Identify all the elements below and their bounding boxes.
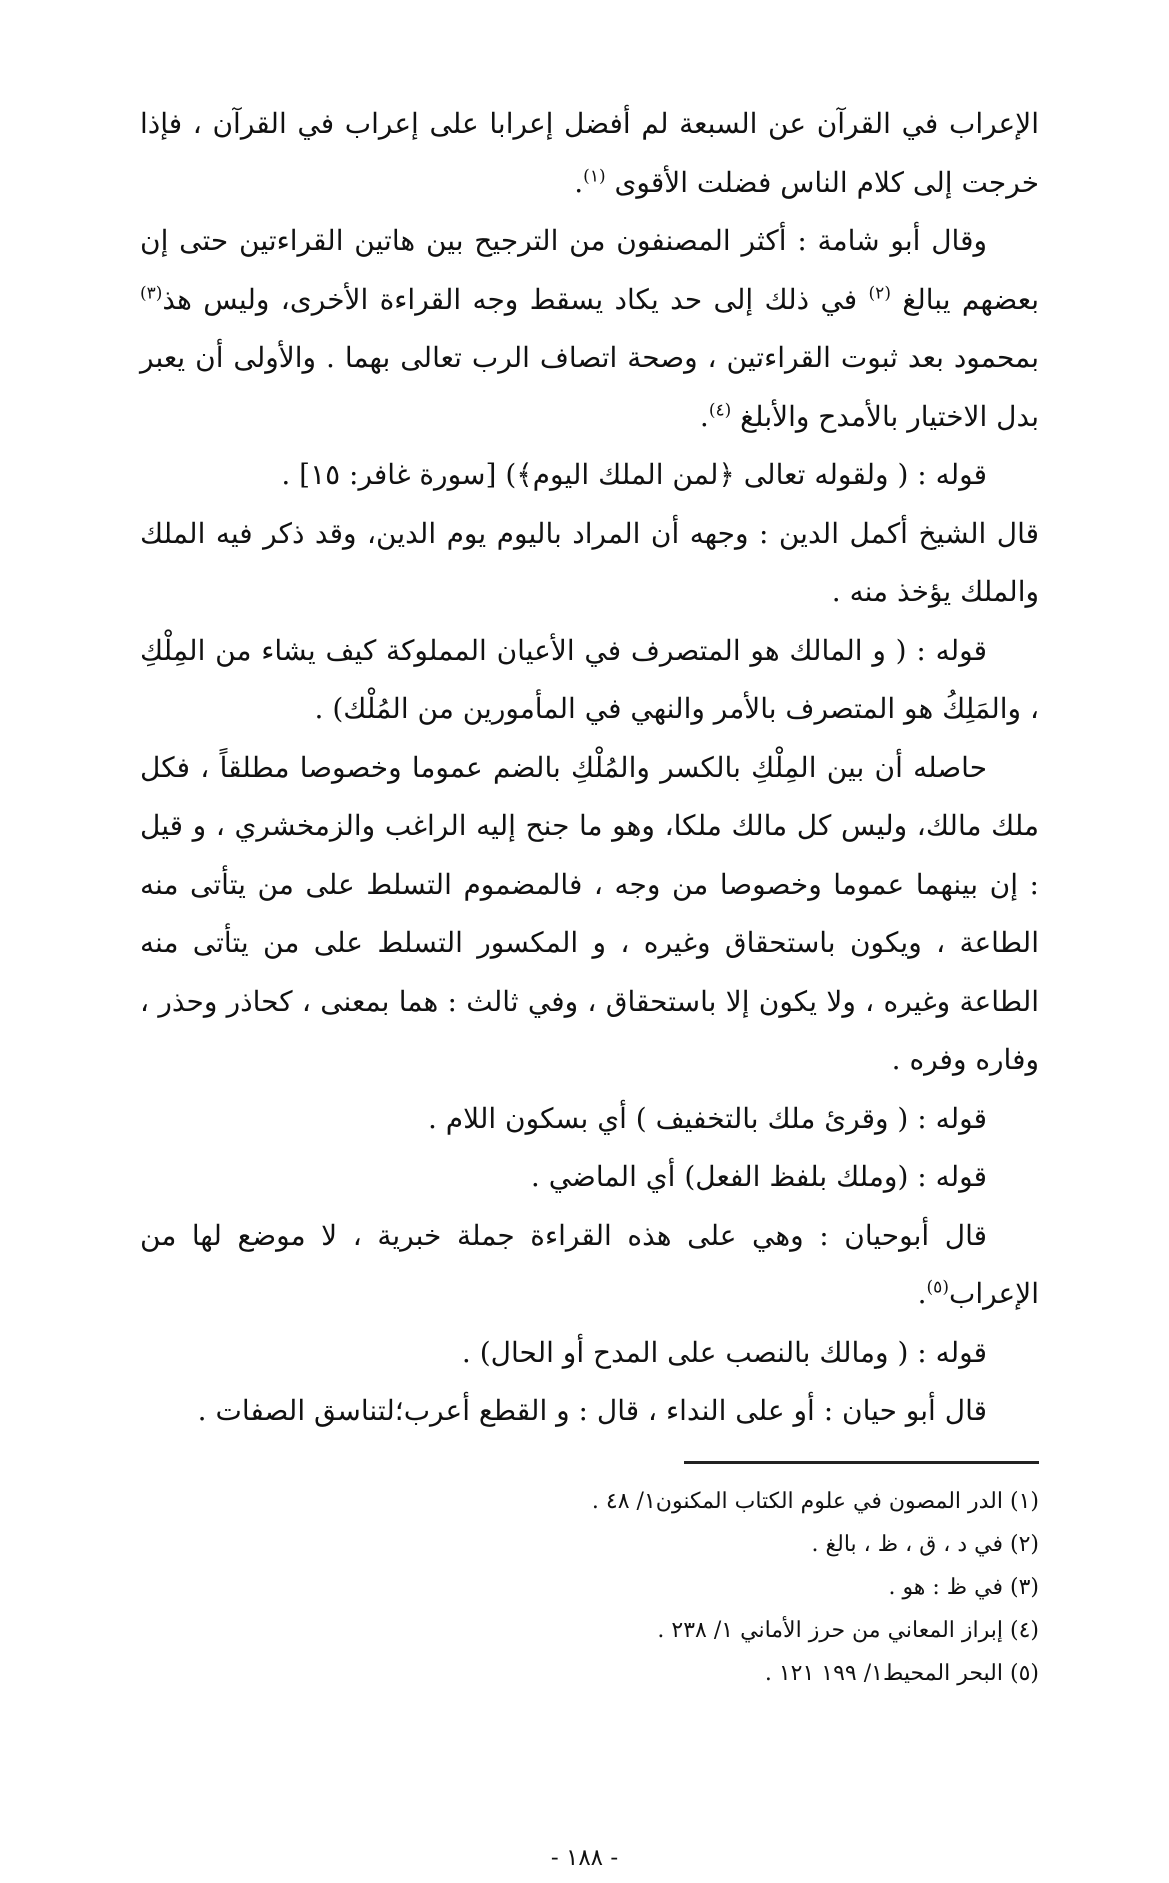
paragraph-1: الإعراب في القرآن عن السبعة لم أفضل إعرابا على إعراب في القرآن ، فإذا خرجت إلى كلام الناس فضلت الأقوى $^{(١)}$. [140, 107, 1039, 199]
paragraph-7: قوله : ( وقرئ ملك بالتخفيف ) أي بسكون اللام . [427, 1101, 987, 1135]
paragraph-6: حاصله أن بين المِلْكِ بالكسر والمُلْكِ بالضم عموما وخصوصا مطلقاً ، فكل ملك مالك، وليس كل مالك ملكا، وهو ما جنح إليه الراغب والزمخشري ، و قيل : إن بينهما عموما وخصوصا من وجه ، فالمضموم التسلط على من يتأتى منه الطاعة ، ويكون باستحقاق وغيره ، و المكسور التسلط على من يتأتى منه الطاعة وغيره ، ولا يكون إلا باستحقاق ، وفي ثالث : هما بمعنى ، كحاذر وحذر ، وفاره وفره . [140, 750, 1039, 1076]
footnote-ref[interactable]: (٤) [708, 400, 732, 421]
footnote-ref[interactable]: (٣) [140, 283, 163, 304]
paragraph-5: قوله : ( و المالك هو المتصرف في الأعيان المملوكة كيف يشاء من المِلْكِ ، والمَلِكُ هو المتصرف بالأمر والنهي في المأمورين من المُلْك) . [140, 633, 1039, 725]
paragraph-2: وقال أبو شامة : أكثر المصنفون من الترجيح بين هاتين القراءتين حتى إن بعضهم يبالغ $^{(٢)}$ في ذلك إلى حد يكاد يسقط وجه القراءة الأخرى، وليس هذ$^{(٣)}$ بمحمود بعد ثبوت القراءتين ، وصحة اتصاف الرب تعالى بهما . والأولى أن يعبر بدل الاختيار بالأمدح والأبلغ $^{(٤)}$. [140, 224, 1039, 433]
footnote-4: (٤) إبراز المعاني من حرز الأماني ١/ ٢٣٨ . [657, 1618, 1039, 1643]
footnote-5: (٥) البحر المحيط١/ ١٩٩ ١٢١ . [764, 1661, 1039, 1686]
paragraph-8: قوله : (وملك بلفظ الفعل) أي الماضي . [530, 1160, 987, 1193]
footnote-ref[interactable]: (٥) [926, 1277, 949, 1298]
main-text [140, 95, 1039, 1441]
paragraph-4: قال الشيخ أكمل الدين : وجهه أن المراد باليوم يوم الدين، وقد ذكر فيه الملك والملك يؤخذ منه . [140, 516, 1039, 608]
footnote-2: (٢) في د ، ق ، ظ ، بالغ . [811, 1532, 1039, 1557]
footnote-ref[interactable]: (٢) [868, 283, 891, 304]
page-number: - ١٨٨ - [550, 1845, 619, 1871]
paragraph-9: قال أبوحيان : وهي على هذه القراءة جملة خبرية ، لا موضع لها من الإعراب$^{(٥)}$. [140, 1218, 1039, 1310]
footnote-divider [684, 1461, 1039, 1464]
paragraph-10: قوله : ( ومالك بالنصب على المدح أو الحال) . [461, 1335, 987, 1369]
footnote-ref[interactable]: (١) [583, 166, 606, 187]
paragraph-11: قال أبو حيان : أو على النداء ، قال : و القطع أعرب؛لتناسق الصفات . [197, 1394, 987, 1427]
paragraph-3: قوله : ( ولقوله تعالى ﴿لمن الملك اليوم﴾) [سورة غافر: ١٥] . [281, 458, 987, 491]
footnotes [140, 1480, 1039, 1695]
footnote-1: (١) الدر المصون في علوم الكتاب المكنون١/ ٤٨ . [591, 1489, 1039, 1514]
footnote-3: (٣) في ظ : هو . [888, 1575, 1039, 1600]
